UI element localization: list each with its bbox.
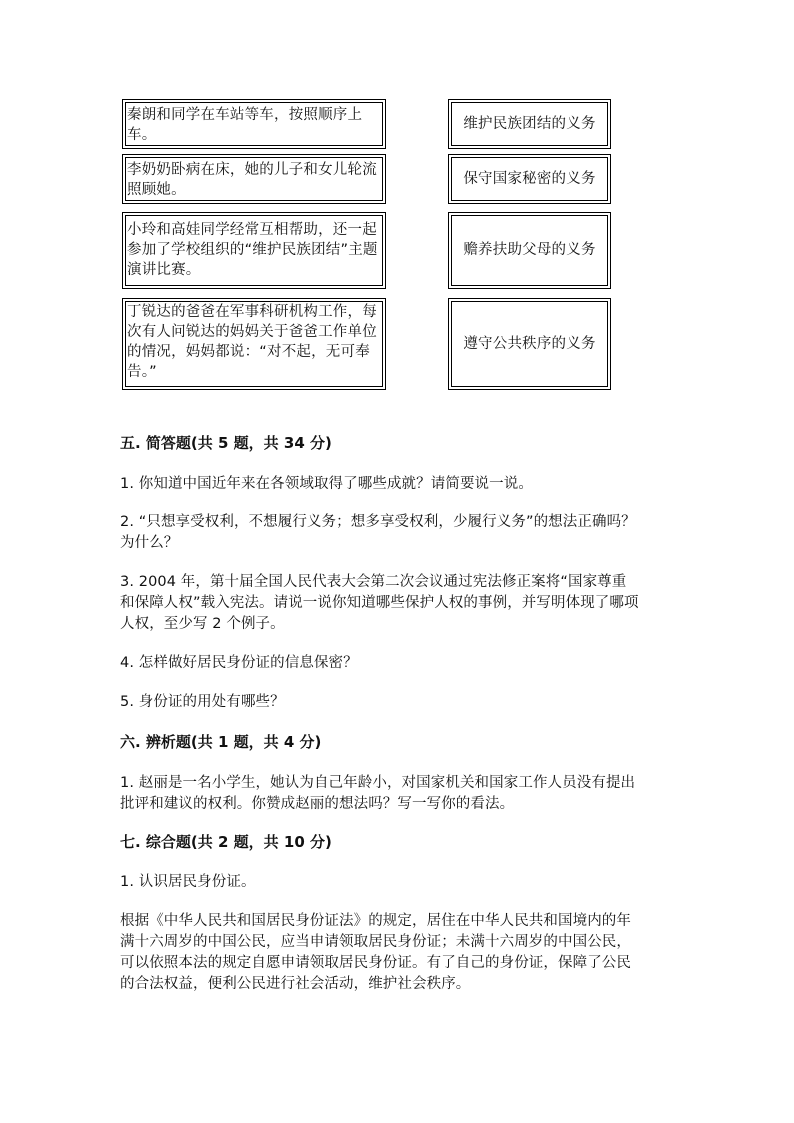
match-right-text-2: 保守国家秘密的义务 (463, 171, 596, 187)
section-5-question-5: 5. 身份证的用处有哪些？ (120, 694, 285, 710)
section-5-question-2: 2. “只想享受权利，不想履行义务；想多享受权利，少履行义务”的想法正确吗？为什么？ (120, 514, 636, 551)
section-5-question-3: 3. 2004 年，第十届全国人民代表大会第二次会议通过宪法修正案将“国家尊重和保障人权”载入宪法。请说一说你知道哪些保护人权的事例，并写明体现了哪项人权，至少写 2 个例子。 (120, 574, 639, 632)
match-left-box-4 (122, 298, 386, 390)
match-left-text-1: 秦朗和同学在车站等车，按照顺序上车。 (127, 107, 363, 143)
match-right-box-2 (448, 154, 611, 204)
section-5-question-1: 1. 你知道中国近年来在各领域取得了哪些成就？请简要说一说。 (120, 476, 533, 492)
match-right-text-3: 赡养扶助父母的义务 (463, 242, 596, 258)
section-6-question-1: 1. 赵丽是一名小学生，她认为自己年龄小，对国家机关和国家工作人员没有提出批评和建议的权利。你赞成赵丽的想法吗？写一写你的看法。 (120, 775, 636, 812)
match-left-text-3: 小玲和高娃同学经常互相帮助，还一起参加了学校组织的“维护民族团结”主题演讲比赛。 (127, 222, 378, 278)
match-right-box-4 (448, 298, 611, 390)
section-6-title: 六. 辨析题(共 1 题，共 4 分) (120, 733, 322, 751)
match-left-box-3 (122, 212, 386, 289)
section-5-title: 五. 简答题(共 5 题，共 34 分) (120, 434, 332, 452)
match-left-text-4: 丁锐达的爸爸在军事科研机构工作，每次有人问锐达的妈妈关于爸爸工作单位的情况，妈妈都说：“对不起，无可奉告。” (127, 304, 377, 380)
match-right-box-3 (448, 212, 611, 289)
section-5-question-4: 4. 怎样做好居民身份证的信息保密？ (120, 655, 358, 671)
match-right-text-4: 遵守公共秩序的义务 (463, 336, 596, 352)
section-7-title: 七. 综合题(共 2 题，共 10 分) (120, 833, 332, 851)
section-7-question-1: 1. 认识居民身份证。 (120, 874, 256, 890)
match-right-text-1: 维护民族团结的义务 (463, 116, 596, 132)
match-right-box-1 (448, 99, 611, 149)
match-left-box-1 (122, 99, 386, 149)
match-left-box-2 (122, 154, 386, 204)
section-7-passage: 根据《中华人民共和国居民身份证法》的规定，居住在中华人民共和国境内的年满十六周岁的中国公民，应当申请领取居民身份证；未满十六周岁的中国公民，可以依照本法的规定自愿申请领取居民身份证。有了自己的身份证，保障了公民的合法权益，便利公民进行社会活动，维护社会秩序。 (120, 913, 631, 992)
match-left-text-2: 李奶奶卧病在床，她的儿子和女儿轮流照顾她。 (127, 162, 377, 198)
